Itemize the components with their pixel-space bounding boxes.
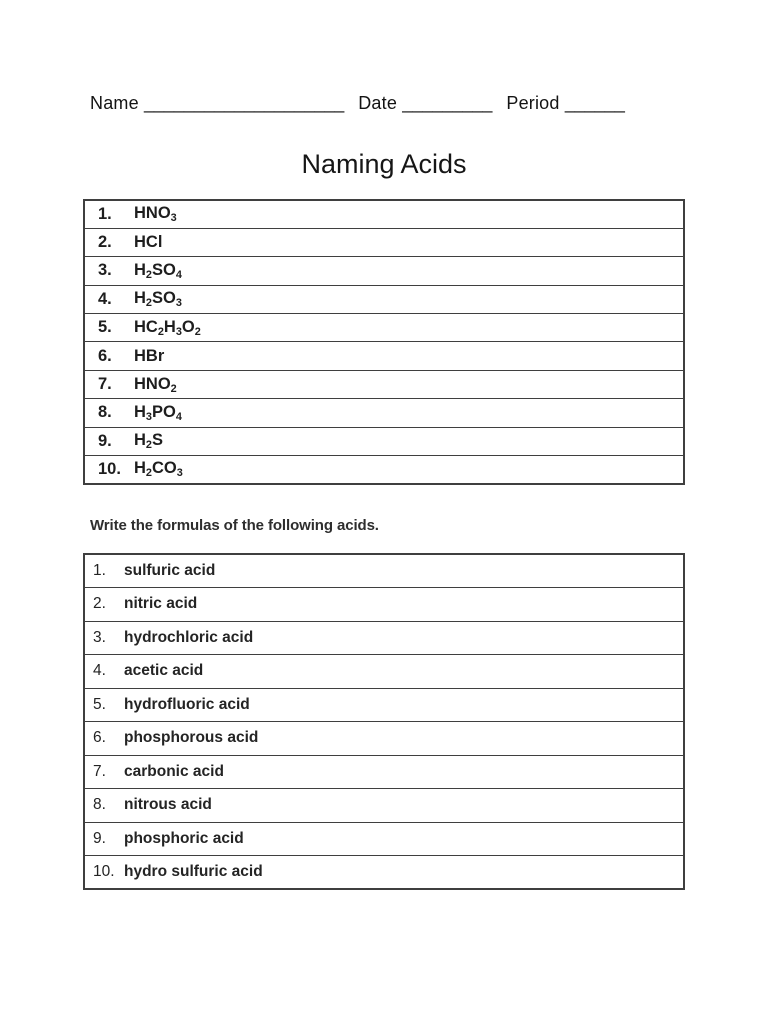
table-row [84,456,684,484]
row-acid-name: sulfuric acid [124,554,684,588]
row-acid-name: hydrochloric acid [124,621,684,655]
row-acid-name: hydrofluoric acid [124,688,684,722]
row-formula: $H_2SO_4$ [134,257,684,285]
row-number: 9. [84,427,134,455]
table-row [84,285,684,313]
row-number: 1. [84,200,134,228]
table-row [84,789,684,823]
table-row [84,200,684,228]
row-formula: $H_2S$ [134,427,684,455]
table-row [84,257,684,285]
field-blank: ____________________ [144,93,345,113]
acid-names-table [83,553,685,890]
table-row [84,822,684,856]
table-row [84,688,684,722]
row-number: 7. [84,755,124,789]
header-field-name [90,93,344,113]
table-row [84,228,684,256]
table-row [84,621,684,655]
instruction-text: Write the formulas of the following acids. [90,517,379,534]
row-acid-name: phosphorous acid [124,722,684,756]
row-formula: $HC_2H_3O_2$ [134,314,684,342]
row-formula: $H_3PO_4$ [134,399,684,427]
row-acid-name: nitric acid [124,588,684,622]
header-field-date [358,93,492,113]
row-number: 2. [84,588,124,622]
acid-names-table-body [84,554,684,889]
row-number: 4. [84,655,124,689]
row-number: 8. [84,789,124,823]
table-row [84,427,684,455]
formulas-table-body [84,200,684,484]
table-row [84,554,684,588]
header-fill-in-line [90,93,639,114]
row-number: 10. [84,456,134,484]
row-formula: HCl [134,228,684,256]
row-acid-name: hydro sulfuric acid [124,856,684,890]
row-number: 9. [84,822,124,856]
table-row [84,755,684,789]
header-field-period [506,93,625,113]
row-number: 7. [84,370,134,398]
row-number: 5. [84,314,134,342]
table-row [84,370,684,398]
field-label: Name [90,93,145,113]
table-row [84,588,684,622]
field-label: Date [358,93,403,113]
row-number: 3. [84,621,124,655]
table-row [84,722,684,756]
row-formula: $H_2CO_3$ [134,456,684,484]
row-number: 2. [84,228,134,256]
field-blank: ______ [564,93,625,113]
row-formula: $HNO_2$ [134,370,684,398]
row-acid-name: phosphoric acid [124,822,684,856]
table-row [84,856,684,890]
field-label: Period [506,93,565,113]
page-title: Naming Acids [301,149,467,179]
table-row [84,655,684,689]
row-acid-name: nitrous acid [124,789,684,823]
table-row [84,342,684,370]
row-acid-name: carbonic acid [124,755,684,789]
table-row [84,314,684,342]
table-row [84,399,684,427]
row-number: 4. [84,285,134,313]
row-number: 6. [84,342,134,370]
field-blank: _________ [402,93,493,113]
row-number: 6. [84,722,124,756]
formulas-table [83,199,685,485]
row-formula: $HNO_3$ [134,200,684,228]
row-number: 3. [84,257,134,285]
row-acid-name: acetic acid [124,655,684,689]
row-number: 10. [84,856,124,890]
row-number: 5. [84,688,124,722]
row-number: 1. [84,554,124,588]
row-formula: $H_2SO_3$ [134,285,684,313]
row-number: 8. [84,399,134,427]
row-formula: HBr [134,342,684,370]
